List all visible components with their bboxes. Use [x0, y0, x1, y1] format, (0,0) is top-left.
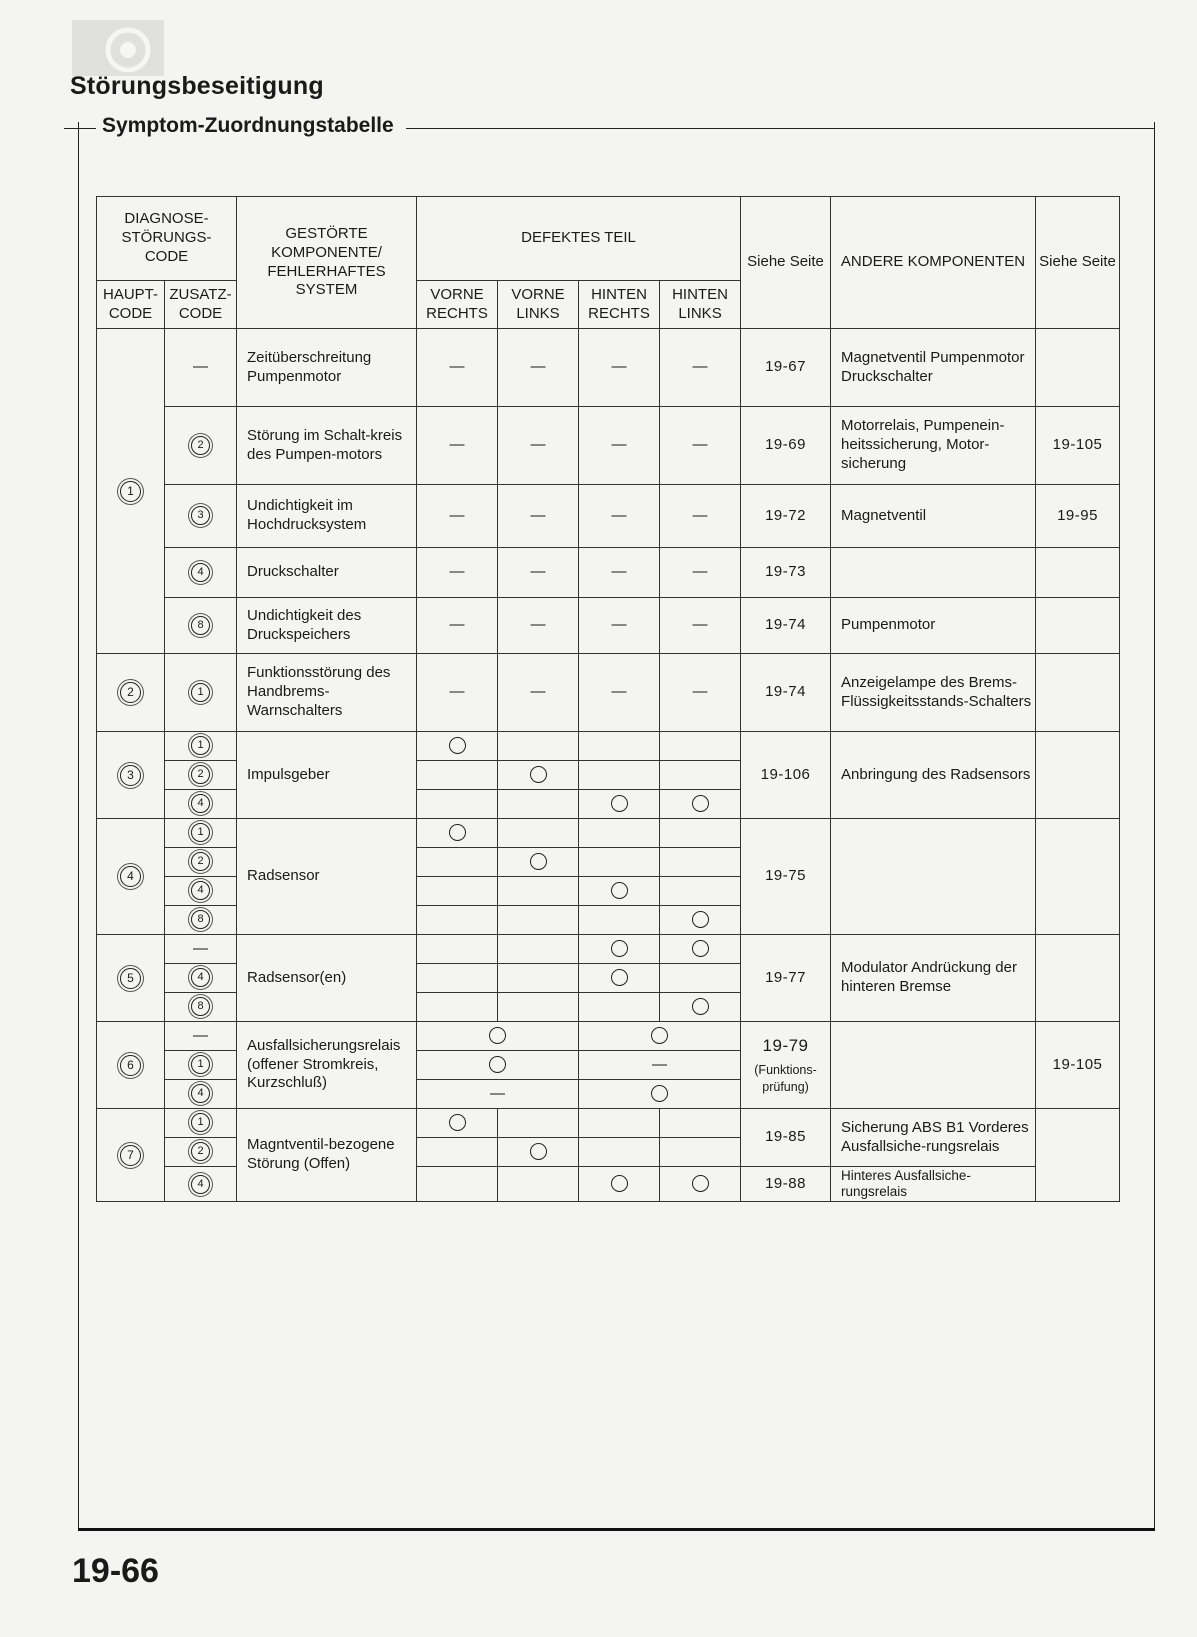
- empty-cell: [417, 964, 498, 993]
- code-gear-icon: 4: [191, 968, 210, 987]
- code-gear-icon: 8: [191, 616, 210, 635]
- empty-cell: [417, 1167, 498, 1202]
- circle-marker-icon: [449, 824, 466, 841]
- code-gear-icon: 4: [191, 1175, 210, 1194]
- other-components: Magnetventil: [831, 485, 1036, 548]
- empty-cell: [498, 819, 579, 848]
- circle-marker-icon: [489, 1027, 506, 1044]
- header-andere-komponenten: ANDERE KOMPONENTEN: [831, 197, 1036, 329]
- empty-cell: [579, 761, 660, 790]
- empty-cell: [498, 906, 579, 935]
- circle-marker-icon: [651, 1085, 668, 1102]
- page-ref-2: 19-95: [1036, 485, 1120, 548]
- empty-cell: [660, 848, 741, 877]
- dash-cell: —: [417, 329, 498, 407]
- circle-marker-icon: [489, 1056, 506, 1073]
- table-row: [97, 1022, 1120, 1051]
- dash-cell: —: [660, 485, 741, 548]
- page-title: Störungsbeseitigung: [70, 72, 324, 100]
- empty-cell: [660, 964, 741, 993]
- code-gear-icon: 2: [120, 682, 141, 703]
- circle-marker-icon: [530, 766, 547, 783]
- header-hinten-links: HINTEN LINKS: [660, 281, 741, 329]
- main-code-2: [97, 654, 165, 732]
- header-siehe-seite: Siehe Seite: [741, 197, 831, 329]
- sub-code-8: [165, 993, 237, 1022]
- marker-cell: [579, 790, 660, 819]
- empty-cell: [1036, 732, 1120, 819]
- marker-cell: [579, 935, 660, 964]
- dash-cell: —: [498, 329, 579, 407]
- dash-cell: —: [579, 598, 660, 654]
- dash-cell: —: [417, 654, 498, 732]
- empty-cell: [417, 935, 498, 964]
- component-cell: Ausfallsicherungsrelais (offener Stromkreis, Kurzschluß): [237, 1022, 417, 1109]
- page-ref: 19-72: [741, 485, 831, 548]
- marker-cell: [417, 819, 498, 848]
- circle-marker-icon: [692, 795, 709, 812]
- header-defektes-teil: DEFEKTES TEIL: [417, 197, 741, 281]
- empty-cell: [1036, 1109, 1120, 1202]
- empty-cell: [579, 993, 660, 1022]
- main-code-1: [97, 329, 165, 654]
- code-gear-icon: 8: [191, 997, 210, 1016]
- code-gear-icon: 4: [191, 881, 210, 900]
- code-gear-icon: 4: [191, 563, 210, 582]
- empty-cell: [579, 1109, 660, 1138]
- header-vorne-rechts: VORNE RECHTS: [417, 281, 498, 329]
- sub-code-none: —: [165, 935, 237, 964]
- empty-cell: [660, 1138, 741, 1167]
- code-gear-icon: 2: [191, 852, 210, 871]
- dash-cell: —: [579, 654, 660, 732]
- component-cell: Funktionsstörung des Handbrems-Warnschalters: [237, 654, 417, 732]
- page-ref: 19-106: [741, 732, 831, 819]
- component-cell: Impulsgeber: [237, 732, 417, 819]
- empty-cell: [417, 877, 498, 906]
- marker-cell: [498, 1138, 579, 1167]
- circle-marker-icon: [692, 1175, 709, 1192]
- code-gear-icon: 1: [191, 823, 210, 842]
- component-cell: Radsensor: [237, 819, 417, 935]
- marker-cell: [417, 1109, 498, 1138]
- other-components: Motorrelais, Pumpenein-heitssicherung, Motor-sicherung: [831, 407, 1036, 485]
- sub-code-1: [165, 1109, 237, 1138]
- code-gear-icon: 1: [191, 1113, 210, 1132]
- empty-cell: [498, 790, 579, 819]
- empty-cell: [579, 1138, 660, 1167]
- empty-cell: [417, 1138, 498, 1167]
- dash-cell: —: [660, 654, 741, 732]
- table-row: [97, 598, 1120, 654]
- sub-code-8: [165, 906, 237, 935]
- sub-code-1: [165, 1051, 237, 1080]
- other-components: Magnetventil Pumpenmotor Druckschalter: [831, 329, 1036, 407]
- other-components: Modulator Andrückung der hinteren Bremse: [831, 935, 1036, 1022]
- table-row: [97, 819, 1120, 848]
- code-gear-icon: 1: [191, 1055, 210, 1074]
- dash-cell: —: [417, 548, 498, 598]
- page-ref: 19-88: [741, 1167, 831, 1202]
- component-cell: Druckschalter: [237, 548, 417, 598]
- circle-marker-icon: [611, 940, 628, 957]
- component-cell: Zeitüberschreitung Pumpenmotor: [237, 329, 417, 407]
- empty-cell: [831, 819, 1036, 935]
- circle-marker-icon: [530, 853, 547, 870]
- empty-cell: [831, 1022, 1036, 1109]
- code-gear-icon: 4: [191, 794, 210, 813]
- empty-cell: [660, 732, 741, 761]
- circle-marker-icon: [692, 940, 709, 957]
- empty-cell: [498, 964, 579, 993]
- empty-cell: [417, 993, 498, 1022]
- empty-cell: [831, 548, 1036, 598]
- code-gear-icon: 3: [120, 765, 141, 786]
- dash-cell: —: [660, 598, 741, 654]
- marker-cell: [498, 848, 579, 877]
- empty-cell: [579, 732, 660, 761]
- component-cell: Undichtigkeit im Hochdrucksystem: [237, 485, 417, 548]
- dash-cell: —: [579, 485, 660, 548]
- code-gear-icon: 1: [191, 736, 210, 755]
- sub-code-2: [165, 1138, 237, 1167]
- sub-code-4: [165, 1167, 237, 1202]
- empty-cell: [498, 993, 579, 1022]
- marker-cell: [660, 1167, 741, 1202]
- page-ref: 19-85: [741, 1109, 831, 1167]
- sub-code-8: [165, 598, 237, 654]
- main-code-4: [97, 819, 165, 935]
- section-logo-icon: [72, 20, 164, 76]
- page-ref: 19-73: [741, 548, 831, 598]
- main-code-3: [97, 732, 165, 819]
- empty-cell: [660, 761, 741, 790]
- circle-marker-icon: [449, 1114, 466, 1131]
- page-ref: 19-79: [762, 1036, 809, 1056]
- sub-code-4: [165, 1080, 237, 1109]
- table-row: [97, 654, 1120, 732]
- dash-cell: —: [498, 407, 579, 485]
- page-ref: 19-67: [741, 329, 831, 407]
- marker-cell: [579, 877, 660, 906]
- empty-cell: [1036, 654, 1120, 732]
- marker-cell-front: [417, 1022, 579, 1051]
- marker-cell: [498, 761, 579, 790]
- marker-cell-rear: [579, 1022, 741, 1051]
- header-vorne-links: VORNE LINKS: [498, 281, 579, 329]
- empty-cell: [498, 935, 579, 964]
- dash-cell: —: [498, 654, 579, 732]
- code-gear-icon: 7: [120, 1145, 141, 1166]
- empty-cell: [498, 877, 579, 906]
- code-gear-icon: 8: [191, 910, 210, 929]
- empty-cell: [579, 819, 660, 848]
- empty-cell: [1036, 819, 1120, 935]
- table-row: [97, 935, 1120, 964]
- marker-cell-front: [417, 1051, 579, 1080]
- sub-code-2: [165, 407, 237, 485]
- dash-cell: —: [579, 548, 660, 598]
- header-komponente: GESTÖRTE KOMPONENTE/ FEHLERHAFTES SYSTEM: [237, 197, 417, 329]
- circle-marker-icon: [530, 1143, 547, 1160]
- empty-cell: [498, 732, 579, 761]
- header-haupt-code: HAUPT-CODE: [97, 281, 165, 329]
- table-row: [97, 548, 1120, 598]
- page-ref: 19-75: [741, 819, 831, 935]
- sub-code-3: [165, 485, 237, 548]
- sub-code-2: [165, 761, 237, 790]
- circle-marker-icon: [692, 998, 709, 1015]
- sub-code-none: —: [165, 329, 237, 407]
- marker-cell: [417, 732, 498, 761]
- empty-cell: [417, 761, 498, 790]
- code-gear-icon: 2: [191, 436, 210, 455]
- header-diagnose: DIAGNOSE-STÖRUNGS-CODE: [97, 197, 237, 281]
- page-ref-cell: [741, 1022, 831, 1109]
- page-ref: 19-74: [741, 598, 831, 654]
- other-components: Sicherung ABS B1 Vorderes Ausfallsiche-rungsrelais: [831, 1109, 1036, 1167]
- sub-code-4: [165, 877, 237, 906]
- sub-code-1: [165, 732, 237, 761]
- section-subtitle: Symptom-Zuordnungstabelle: [96, 114, 406, 138]
- dash-cell: —: [579, 1051, 741, 1080]
- page-ref-note: (Funktions-prüfung): [754, 1063, 817, 1094]
- component-cell: Magntventil-bezogene Störung (Offen): [237, 1109, 417, 1202]
- empty-cell: [1036, 548, 1120, 598]
- empty-cell: [498, 1167, 579, 1202]
- circle-marker-icon: [611, 969, 628, 986]
- page-ref: 19-69: [741, 407, 831, 485]
- dash-cell: —: [498, 598, 579, 654]
- main-code-6: [97, 1022, 165, 1109]
- code-gear-icon: 4: [120, 866, 141, 887]
- marker-cell: [660, 935, 741, 964]
- empty-cell: [1036, 935, 1120, 1022]
- sub-code-4: [165, 790, 237, 819]
- main-code-5: [97, 935, 165, 1022]
- main-code-7: [97, 1109, 165, 1202]
- circle-marker-icon: [611, 882, 628, 899]
- symptom-table: [96, 196, 1120, 1202]
- header-siehe-seite-2: Siehe Seite: [1036, 197, 1120, 329]
- dash-cell: —: [660, 407, 741, 485]
- marker-cell: [579, 964, 660, 993]
- component-cell: Radsensor(en): [237, 935, 417, 1022]
- table-row: [97, 732, 1120, 761]
- code-gear-icon: 1: [191, 683, 210, 702]
- code-gear-icon: 2: [191, 1142, 210, 1161]
- marker-cell: [660, 906, 741, 935]
- marker-cell: [579, 1167, 660, 1202]
- sub-code-4: [165, 548, 237, 598]
- dash-cell: —: [660, 548, 741, 598]
- table-row: [97, 1109, 1120, 1138]
- dash-cell: —: [498, 485, 579, 548]
- table-row: [97, 485, 1120, 548]
- bottom-rule: [78, 1528, 1155, 1531]
- table-row: [97, 329, 1120, 407]
- marker-cell: [660, 790, 741, 819]
- empty-cell: [579, 906, 660, 935]
- empty-cell: [1036, 329, 1120, 407]
- circle-marker-icon: [651, 1027, 668, 1044]
- dash-cell: —: [417, 485, 498, 548]
- code-gear-icon: 2: [191, 765, 210, 784]
- page-ref: 19-74: [741, 654, 831, 732]
- empty-cell: [417, 906, 498, 935]
- component-cell: Undichtigkeit des Druckspeichers: [237, 598, 417, 654]
- sub-code-1: [165, 654, 237, 732]
- dash-cell: —: [579, 329, 660, 407]
- component-cell: Störung im Schalt-kreis des Pumpen-motors: [237, 407, 417, 485]
- dash-cell: —: [579, 407, 660, 485]
- empty-cell: [660, 819, 741, 848]
- code-gear-icon: 5: [120, 968, 141, 989]
- header-hinten-rechts: HINTEN RECHTS: [579, 281, 660, 329]
- page-ref-2: 19-105: [1036, 1022, 1120, 1109]
- other-components: Anbringung des Radsensors: [831, 732, 1036, 819]
- dash-cell: —: [417, 1080, 579, 1109]
- circle-marker-icon: [611, 795, 628, 812]
- empty-cell: [417, 790, 498, 819]
- header-zusatz-code: ZUSATZ-CODE: [165, 281, 237, 329]
- other-components: Anzeigelampe des Brems-Flüssigkeitsstands-Schalters: [831, 654, 1036, 732]
- sub-code-none: —: [165, 1022, 237, 1051]
- sub-code-4: [165, 964, 237, 993]
- other-components: Pumpenmotor: [831, 598, 1036, 654]
- sub-code-2: [165, 848, 237, 877]
- marker-cell-rear: [579, 1080, 741, 1109]
- table-row: [97, 407, 1120, 485]
- empty-cell: [660, 877, 741, 906]
- empty-cell: [498, 1109, 579, 1138]
- code-gear-icon: 3: [191, 506, 210, 525]
- empty-cell: [1036, 598, 1120, 654]
- dash-cell: —: [660, 329, 741, 407]
- circle-marker-icon: [692, 911, 709, 928]
- circle-marker-icon: [611, 1175, 628, 1192]
- page-ref: 19-77: [741, 935, 831, 1022]
- empty-cell: [417, 848, 498, 877]
- other-components: Hinteres Ausfallsiche-rungsrelais: [831, 1167, 1036, 1202]
- dash-cell: —: [498, 548, 579, 598]
- empty-cell: [579, 848, 660, 877]
- empty-cell: [660, 1109, 741, 1138]
- page-number: 19-66: [72, 1552, 159, 1590]
- sub-code-1: [165, 819, 237, 848]
- dash-cell: —: [417, 598, 498, 654]
- code-gear-icon: 6: [120, 1055, 141, 1076]
- marker-cell: [660, 993, 741, 1022]
- code-gear-icon: 4: [191, 1084, 210, 1103]
- dash-cell: —: [417, 407, 498, 485]
- page-ref-2: 19-105: [1036, 407, 1120, 485]
- circle-marker-icon: [449, 737, 466, 754]
- code-gear-icon: 1: [120, 481, 141, 502]
